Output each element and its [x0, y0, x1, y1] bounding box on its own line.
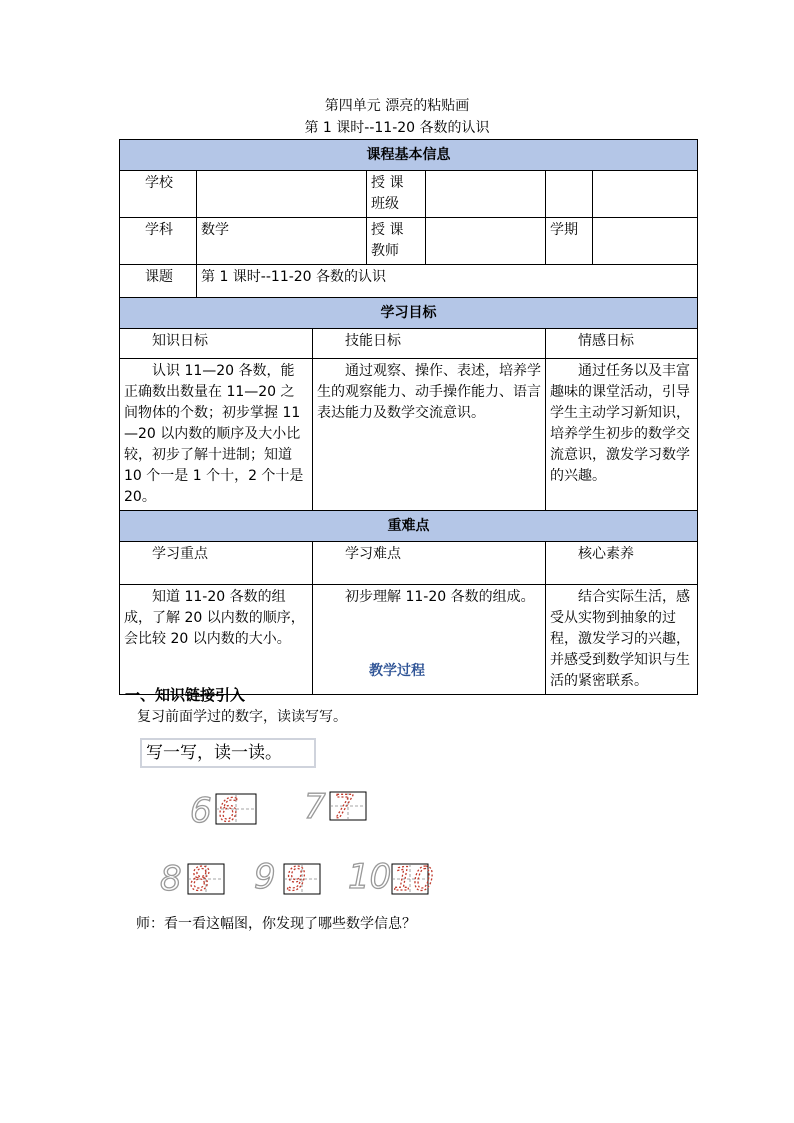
subject-value: 数学: [197, 218, 367, 265]
digit-10-outline: 10: [348, 857, 392, 897]
digit-6-trace: 6: [218, 791, 239, 829]
goals-header: 学习目标: [120, 298, 698, 329]
blank-cell: [546, 171, 593, 218]
blank-cell: [593, 171, 698, 218]
term-value: [593, 218, 698, 265]
key-text-literacy: 结合实际生活，感受从实物到抽象的过程，激发学习的兴趣，并感受到数学知识与生活的紧密联系。: [546, 585, 698, 695]
digit-tracing-figure: [150, 780, 450, 900]
goal-col-emotion: 情感日标: [546, 329, 698, 359]
digit-6-outline: 6: [190, 791, 212, 831]
intro-text: 复习前面学过的数字，读读写写。: [137, 709, 347, 725]
key-col-literacy: 核心素养: [546, 542, 698, 585]
digit-7-trace: 7: [333, 788, 354, 826]
class-label: 授 课 班级: [367, 171, 426, 218]
unit-title: 第四单元 漂亮的粘贴画: [324, 98, 470, 114]
goal-text-skill: 通过观察、操作、表述，培养学生的观察能力、动手操作能力、语言表达能力及数学交流意识。: [313, 359, 546, 511]
goal-text-knowledge: 认识 11—20 各数，能正确数出数量在 11—20 之间物体的个数；初步掌握 11—20 以内数的顺序及大小比较，初步了解十进制；知道 10 个一是 1 个十，2 个十是 20。: [120, 359, 313, 511]
digit-10-practice: [348, 857, 434, 898]
basic-info-header: 课程基本信息: [120, 140, 698, 171]
teacher-question: 师：看一看这幅图，你发现了哪些数学信息？: [136, 916, 416, 932]
school-value: [197, 171, 367, 218]
topic-value: 第 1 课时--11-20 各数的认识: [197, 265, 698, 298]
teacher-label: 授 课 教师: [367, 218, 426, 265]
goal-text-emotion: 通过任务以及丰富趣味的课堂活动，引导学生主动学习新知识，培养学生初步的数学交流意识，激发学习数学的兴趣。: [546, 359, 698, 511]
class-value: [426, 171, 546, 218]
exercise-label-box: 写一写，读一读。: [140, 738, 316, 768]
digit-7-practice: [304, 787, 366, 827]
term-label: 学期: [546, 218, 593, 265]
key-col-difficulty: 学习难点: [313, 542, 546, 585]
digit-8-trace: 8: [190, 860, 211, 898]
lesson-info-table: [119, 139, 698, 695]
digit-10-trace: 10: [393, 860, 434, 898]
subject-label: 学科: [120, 218, 197, 265]
topic-label: 课题: [120, 265, 197, 298]
digit-8-practice: [160, 859, 224, 899]
teaching-process-title: 教学过程: [369, 663, 425, 679]
key-text-focus: 知道 11-20 各数的组成，了解 20 以内数的顺序，会比较 20 以内数的大小。: [120, 585, 313, 695]
digit-6-practice: [190, 791, 256, 831]
section-heading: 一、知识链接引入: [125, 686, 246, 704]
digit-8-outline: 8: [160, 859, 182, 899]
goal-col-knowledge: 知识日标: [120, 329, 313, 359]
school-label: 学校: [120, 171, 197, 218]
key-col-focus: 学习重点: [120, 542, 313, 585]
goal-col-skill: 技能日标: [313, 329, 546, 359]
lesson-title: 第 1 课时--11-20 各数的认识: [304, 120, 490, 136]
digit-9-trace: 9: [286, 860, 307, 898]
key-points-header: 重难点: [120, 511, 698, 542]
digit-9-outline: 9: [254, 857, 276, 897]
digit-7-outline: 7: [304, 787, 326, 827]
teacher-value: [426, 218, 546, 265]
digit-9-practice: [254, 857, 320, 898]
key-text-difficulty: 初步理解 11-20 各数的组成。: [313, 585, 546, 695]
